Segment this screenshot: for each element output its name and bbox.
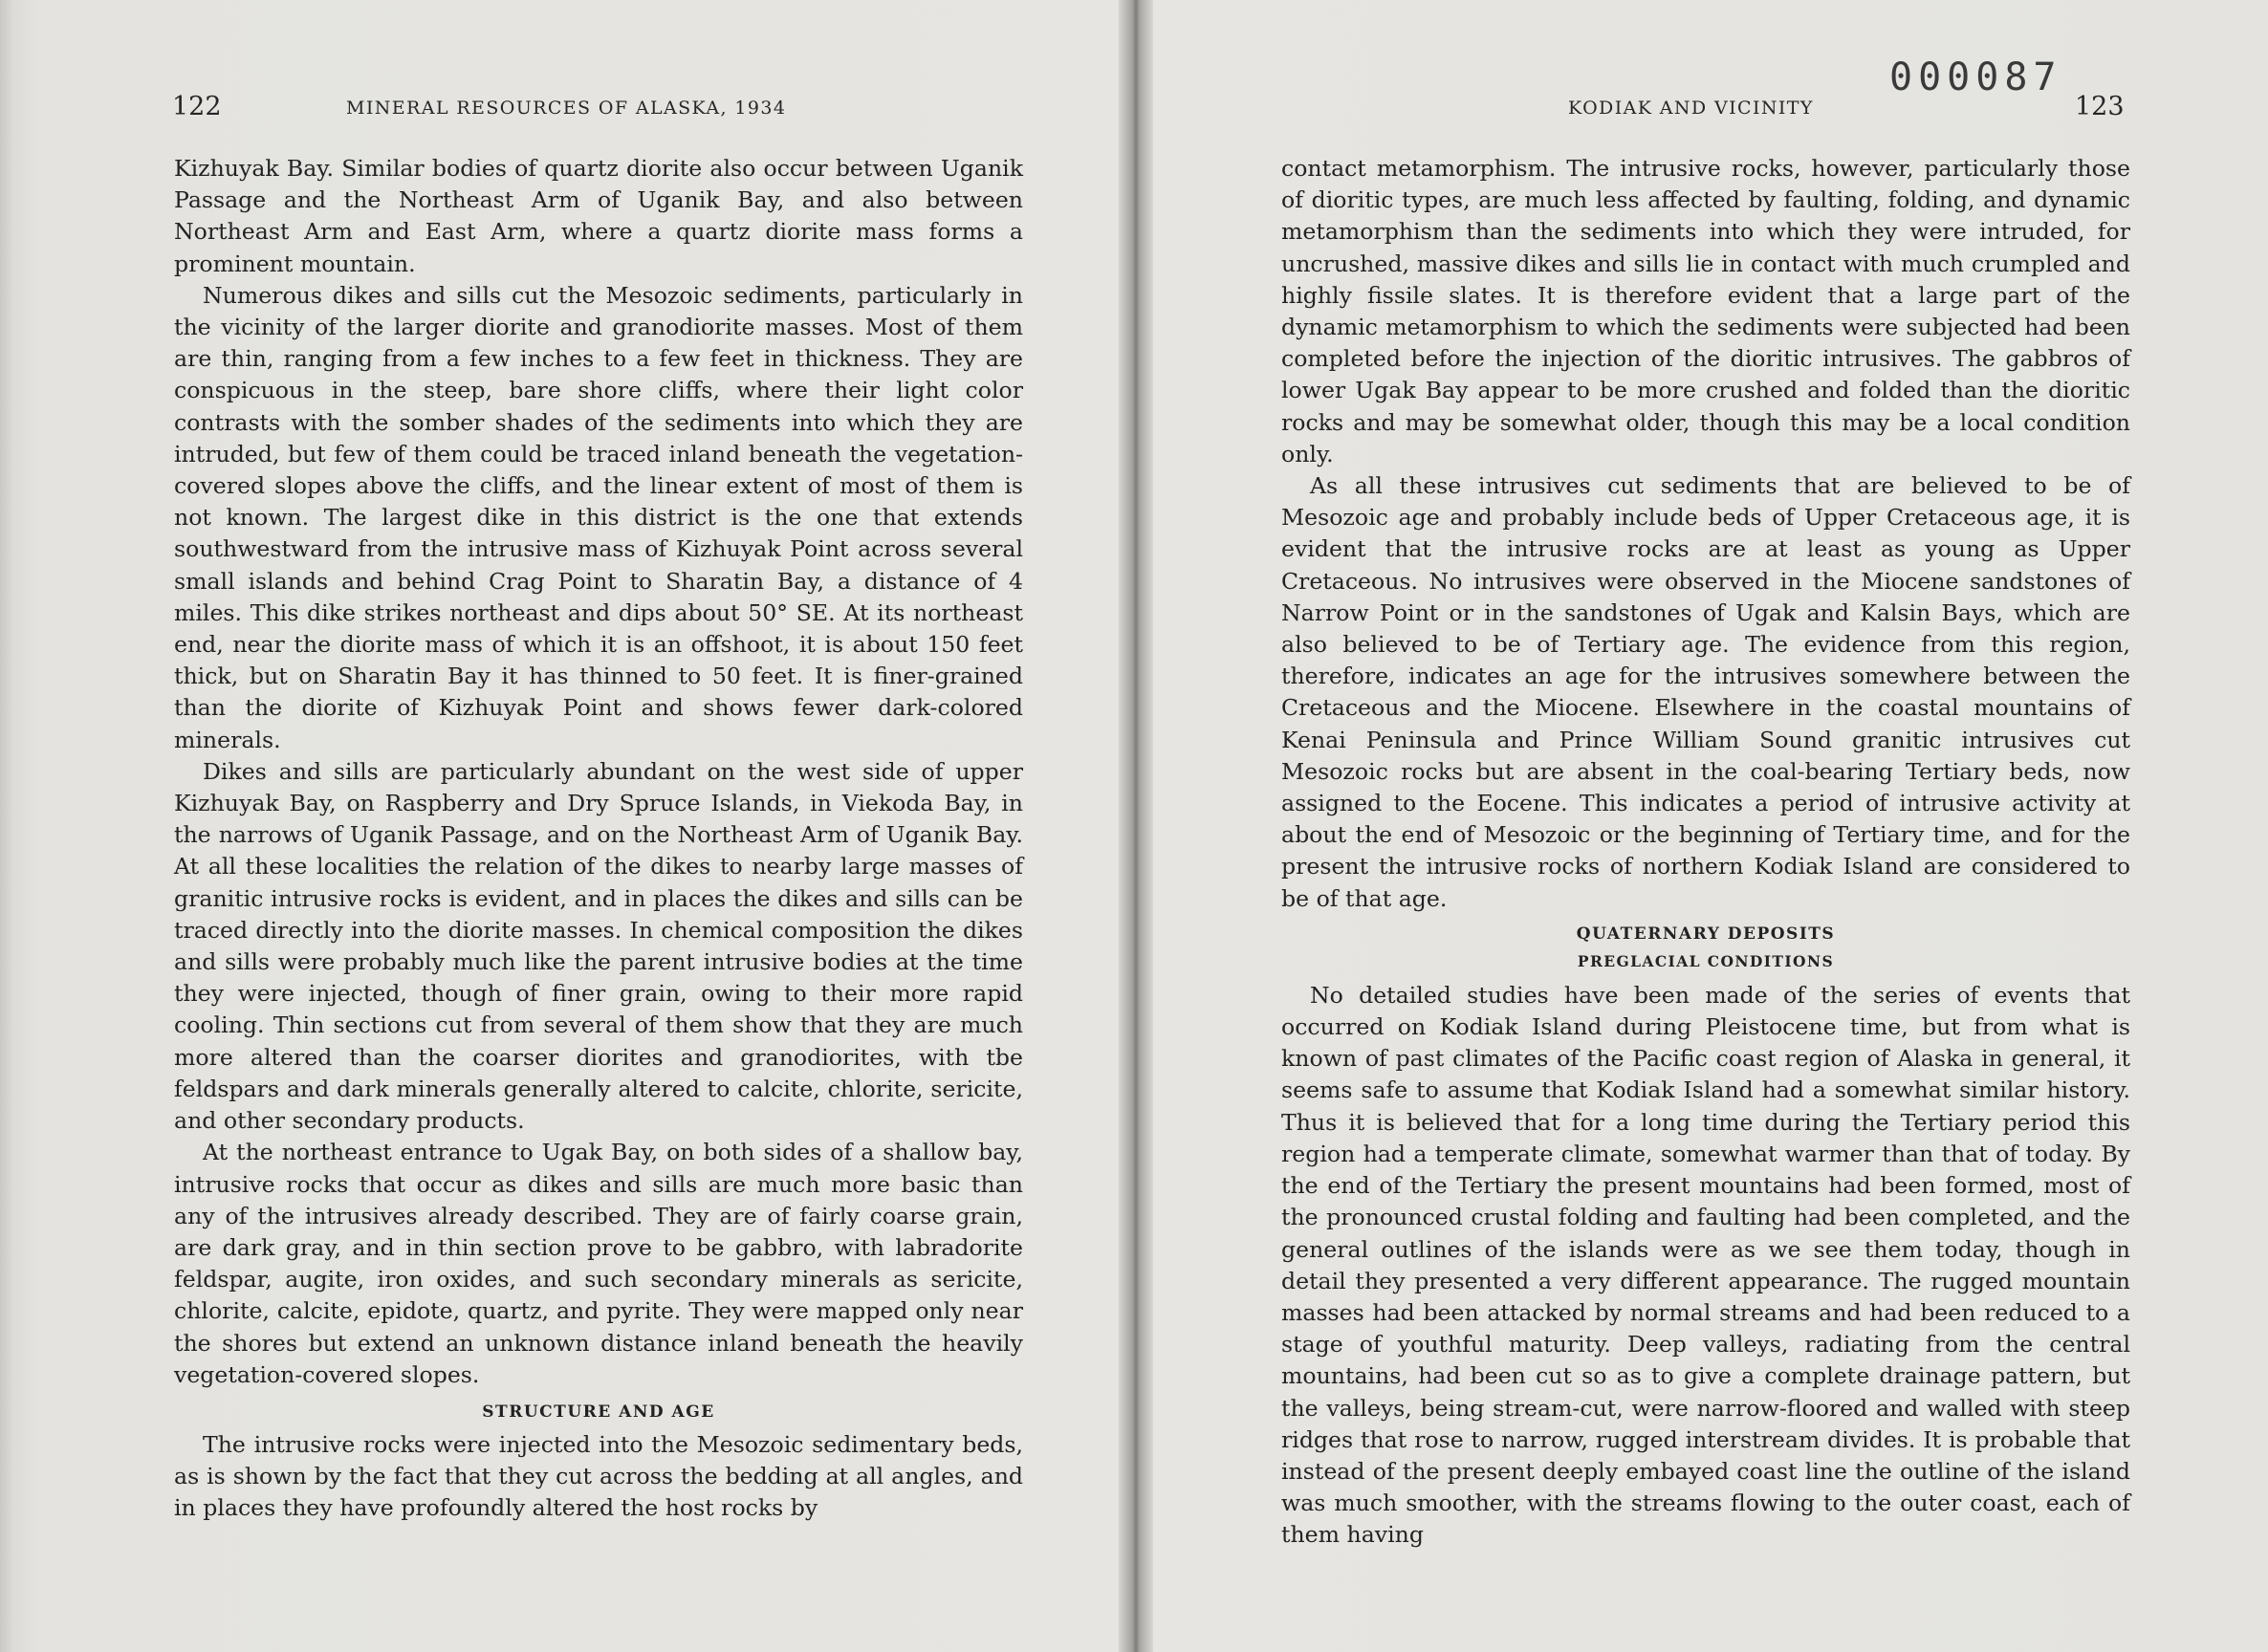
left-paragraph-4: At the northeast entrance to Ugak Bay, on both sides of a shallow bay, intrusive rocks that occur as dikes and sills are much more basic than any of the intrusives already described. They are of fairly coarse grain, are dark gray, and in thin section prove to be gabbro, with labradorite feldspar, augite, iron oxides, and such secondary minerals as sericite, chlorite, calcite, epidote, quartz, and pyrite. They were mapped only near the shores but extend an unknown distance inland beneath the heavily vegetation-covered slopes. [174, 1139, 1023, 1388]
right-subheading: PREGLACIAL CONDITIONS [1577, 951, 1835, 970]
right-section-heading: QUATERNARY DEPOSITS [1576, 924, 1836, 944]
left-body-text [174, 153, 1023, 1525]
right-page-number: 123 [2075, 92, 2125, 121]
left-paragraph-3: Dikes and sills are particularly abundant on the west side of upper Kizhuyak Bay, on Raspberry and Dry Spruce Islands, in Viekoda Bay, in the narrows of Uganik Passage, and on the Northeast Arm of Uganik Bay. At all these localities the relation of the dikes to nearby large masses of granitic intrusive rocks is evident, and in places the dikes and sills can be traced directly into the diorite masses. In chemical composition the dikes and sills were probably much like the parent intrusive bodies at the time they were injected, though of finer grain, owing to their more rapid cooling. Thin sections cut from several of them show that they are much more altered than the coarser diorites and granodiorites, with tbe feldspars and dark minerals generally altered to calcite, chlorite, sericite, and other secondary products. [174, 757, 1023, 1135]
archive-stamp-number: 000087 [1889, 55, 2062, 99]
left-paragraph-1: Kizhuyak Bay. Similar bodies of quartz diorite also occur between Uganik Passage and the Northeast Arm of Uganik Bay, and also between Northeast Arm and East Arm, where a quartz diorite mass forms a prominent mountain. [174, 155, 1023, 277]
right-final-paragraph: No detailed studies have been made of the series of events that occurred on Kodiak Island during Pleistocene time, but from what is known of past climates of the Pacific coast region of Alaska in general, it seems safe to assume that Kodiak Island had a somewhat similar history. Thus it is believed that for a long time during the Tertiary period this region had a temperate climate, somewhat warmer than that of today. By the end of the Tertiary the present mountains had been formed, most of the pronounced crustal folding and faulting had been completed, and the general outlines of the islands were as we see them today, though in detail they presented a very different appearance. The rugged mountain masses had been attacked by normal streams and had been reduced to a stage of youthful maturity. Deep valleys, radiating from the central mountains, had been cut so as to give a complete drainage pattern, but the valleys, being stream-cut, were narrow-floored and walled with steep ridges that rose to narrow, rugged interstream divides. It is probable that instead of the present deeply embayed coast line the outline of the island was much smoother, with the streams flowing to the outer coast, each of them having [1281, 981, 2130, 1549]
left-page [0, 0, 1119, 1652]
left-final-paragraph: The intrusive rocks were injected into the Mesozoic sedimentary beds, as is shown by the fact that they cut across the bedding at all angles, and in places they have profoundly altered the host rocks by [174, 1430, 1023, 1522]
left-running-title: MINERAL RESOURCES OF ALASKA, 1934 [346, 98, 787, 119]
right-running-title: KODIAK AND VICINITY [1568, 98, 1814, 119]
left-paragraph-2: Numerous dikes and sills cut the Mesozoic sediments, particularly in the vicinity of the larger diorite and granodiorite masses. Most of them are thin, ranging from a few inches to a few feet in thickness. They are conspicuous in the steep, bare shore cliffs, where their light color contrasts with the somber shades of the sediments into which they are intruded, but few of them could be traced inland beneath the vegetation-covered slopes above the cliffs, and the linear extent of most of them is not known. The largest dike in this district is the one that extends southwestward from the intrusive mass of Kizhuyak Point across several small islands and behind Crag Point to Sharatin Bay, a distance of 4 miles. This dike strikes northeast and dips about 50° SE. At its northeast end, near the diorite mass of which it is an offshoot, it is about 150 feet thick, but on Sharatin Bay it has thinned to 50 feet. It is finer-grained than the diorite of Kizhuyak Point and shows fewer dark-colored minerals. [174, 281, 1023, 753]
book-gutter [1119, 0, 1153, 1652]
right-body-text [1281, 153, 2130, 1552]
left-page-number: 122 [172, 92, 222, 121]
right-paragraph-1: contact metamorphism. The intrusive rocks, however, particularly those of dioritic types, are much less affected by faulting, folding, and dynamic metamorphism than the sediments into which they were intruded, for uncrushed, massive dikes and sills lie in contact with much crumpled and highly fissile slates. It is therefore evident that a large part of the dynamic metamorphism to which the sediments were subjected had been completed before the injection of the dioritic intrusives. The gabbros of lower Ugak Bay appear to be more crushed and folded than the dioritic rocks and may be somewhat older, though this may be a local condition only. [1281, 155, 2130, 467]
right-page [1153, 0, 2268, 1652]
right-paragraph-2: As all these intrusives cut sediments that are believed to be of Mesozoic age and probably include beds of Upper Cretaceous age, it is evident that the intrusive rocks are at least as young as Upper Cretaceous. No intrusives were observed in the Miocene sandstones of Narrow Point or in the sandstones of Ugak and Kalsin Bays, which are also believed to be of Tertiary age. The evidence from this region, therefore, indicates an age for the intrusives somewhere between the Cretaceous and the Miocene. Elsewhere in the coastal mountains of Kenai Peninsula and Prince William Sound granitic intrusives cut Mesozoic rocks but are absent in the coal-bearing Tertiary beds, now assigned to the Eocene. This indicates a period of intrusive activity at about the end of Mesozoic or the beginning of Tertiary time, and for the present the intrusive rocks of northern Kodiak Island are considered to be of that age. [1281, 472, 2130, 912]
left-section-heading: STRUCTURE AND AGE [482, 1402, 715, 1422]
